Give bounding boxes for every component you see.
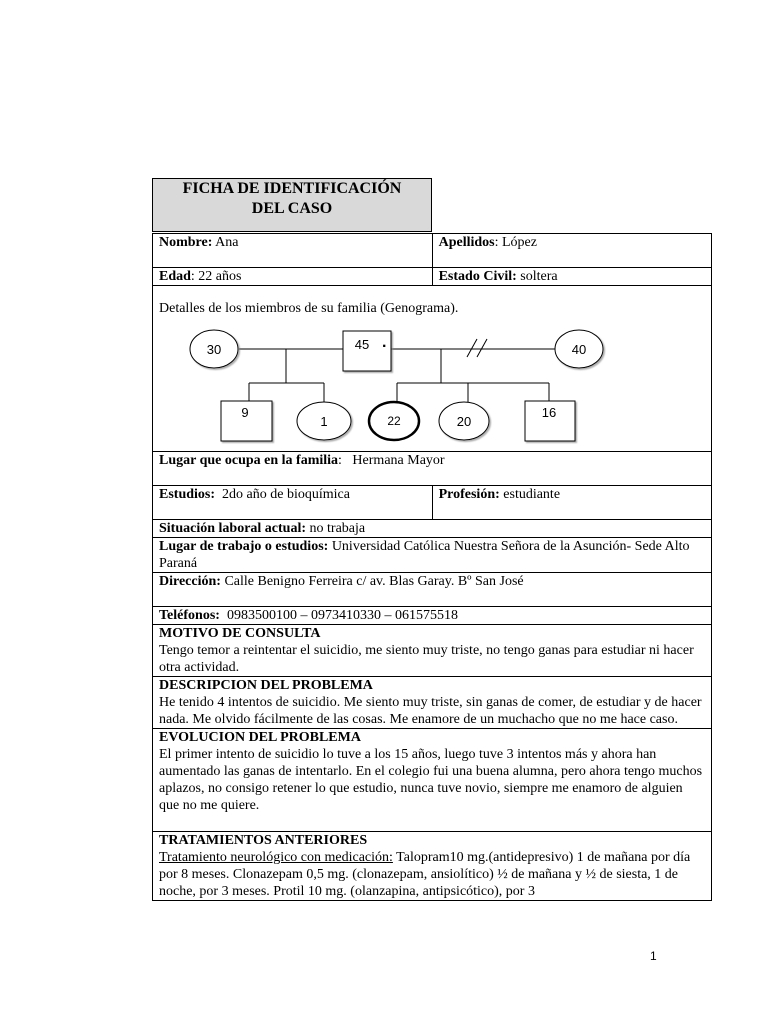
estado-civil-value: soltera	[520, 269, 558, 284]
tratamientos-sub: Tratamiento neurológico con medicación:	[159, 850, 393, 865]
motivo-heading: MOTIVO DE CONSULTA	[159, 626, 321, 641]
address-label: Dirección:	[159, 574, 221, 589]
tratamientos-heading: TRATAMIENTOS ANTERIORES	[159, 833, 368, 848]
father-dot: .	[382, 334, 387, 351]
cell-work-status	[153, 520, 712, 538]
row-name	[153, 234, 712, 268]
member-father	[343, 331, 391, 371]
genogram-diagram	[159, 317, 705, 445]
cell-family-place	[153, 452, 712, 486]
family-place-label: Lugar que ocupa en la familia	[159, 453, 339, 468]
row-work-status	[153, 520, 712, 538]
member-index-patient	[369, 402, 419, 440]
workplace-label: Lugar de trabajo o estudios:	[159, 539, 329, 554]
member-partner-age: 40	[571, 342, 587, 357]
descripcion-heading: DESCRIPCION DEL PROBLEMA	[159, 678, 373, 693]
row-phones	[153, 607, 712, 625]
row-evolucion	[153, 729, 712, 832]
cell-edad	[153, 268, 433, 286]
evolucion-heading: EVOLUCION DEL PROBLEMA	[159, 730, 361, 745]
case-title-line2: DEL CASO	[251, 200, 333, 217]
address-value: Calle Benigno Ferreira c/ av. Blas Garay. Bº San José	[224, 574, 524, 589]
cell-estado-civil	[432, 268, 711, 286]
edad-label: Edad	[159, 269, 191, 284]
row-genogram	[153, 286, 712, 452]
cell-motivo	[153, 625, 712, 677]
member-child-16	[525, 401, 575, 441]
evolucion-text: El primer intento de suicidio lo tuve a los 15 años, luego tuve 3 intentos más y ahora han aumentado las ganas de intentarlo. En el colegio fui una buena alumna, pero ahora tengo muchos aplazos, no consigo retener lo que estudio, nunca tuve novio, siempre me enamoro de alguien que no me quiere.	[159, 747, 703, 813]
cell-nombre	[153, 234, 433, 268]
member-child-20-age: 20	[456, 414, 472, 429]
estado-civil-label: Estado Civil:	[438, 269, 517, 284]
cell-tratamientos	[153, 832, 712, 901]
tratamientos-text: Talopram10 mg.(antidepresivo) 1 de mañana por día por 8 meses. Clonazepam 0,5 mg. (clonazepam, ansiolítico) ½ de mañana y ½ de siesta, 1 de noche, por 3 meses. Protil 10 mg. (olanzapina, antipsicótico), por 3	[159, 850, 691, 899]
member-child-16-age: 16	[541, 405, 557, 420]
row-descripcion	[153, 677, 712, 729]
studies-value: 2do año de bioquímica	[215, 487, 350, 502]
cell-profession	[432, 486, 711, 520]
cell-studies	[153, 486, 433, 520]
profession-value: estudiante	[503, 487, 561, 502]
member-mother-age: 30	[206, 342, 222, 357]
member-father-age: 45	[354, 337, 370, 352]
descripcion-text: He tenido 4 intentos de suicidio. Me siento muy triste, sin ganas de comer, de estudiar y de hacer nada. Me olvido fácilmente de las cosas. Me enamore de un muchacho que no me hace caso.	[159, 695, 702, 727]
member-child-20	[439, 402, 489, 440]
phones-label: Teléfonos:	[159, 608, 220, 623]
cell-genogram	[153, 286, 712, 452]
member-mother	[190, 330, 238, 368]
member-index-age: 22	[387, 414, 401, 428]
page-number: 1	[650, 949, 657, 963]
workplace-value: Universidad Católica Nuestra Señora de la Asunción- Sede Alto Paraná	[159, 539, 690, 571]
studies-label: Estudios:	[159, 487, 216, 502]
member-child-1	[297, 402, 351, 440]
row-workplace	[153, 538, 712, 573]
genogram-caption: Detalles de los miembros de su familia (Genograma).	[159, 301, 459, 316]
row-motivo	[153, 625, 712, 677]
row-family-place	[153, 452, 712, 486]
apellidos-value: : López	[494, 235, 537, 250]
member-child-9-age: 9	[241, 405, 249, 420]
work-status-value: no trabaja	[309, 521, 366, 536]
cell-descripcion	[153, 677, 712, 729]
family-place-value: : Hermana Mayor	[338, 453, 445, 468]
motivo-text: Tengo temor a reintentar el suicidio, me siento muy triste, no tengo ganas para estudiar ni hacer otra actividad.	[159, 643, 694, 675]
case-title	[152, 178, 432, 232]
case-title-line1: FICHA DE IDENTIFICACIÓN	[182, 180, 402, 197]
case-form	[152, 233, 712, 901]
edad-value: : 22 años	[190, 269, 242, 284]
cell-phones	[153, 607, 712, 625]
row-address	[153, 573, 712, 607]
divorce-mark-2	[477, 339, 487, 357]
cell-apellidos	[432, 234, 711, 268]
row-studies	[153, 486, 712, 520]
row-age	[153, 268, 712, 286]
member-partner	[555, 330, 603, 368]
member-child-9	[221, 401, 272, 441]
cell-address	[153, 573, 712, 607]
cell-workplace	[153, 538, 712, 573]
member-child-1-age: 1	[320, 414, 328, 429]
apellidos-label: Apellidos	[438, 235, 495, 250]
cell-evolucion	[153, 729, 712, 832]
nombre-value: Ana	[215, 235, 239, 250]
phones-value: 0983500100 – 0973410330 – 061575518	[219, 608, 458, 623]
nombre-label: Nombre:	[159, 235, 213, 250]
row-tratamientos	[153, 832, 712, 901]
divorce-mark-1	[467, 339, 477, 357]
work-status-label: Situación laboral actual:	[159, 521, 307, 536]
profession-label: Profesión:	[438, 487, 500, 502]
